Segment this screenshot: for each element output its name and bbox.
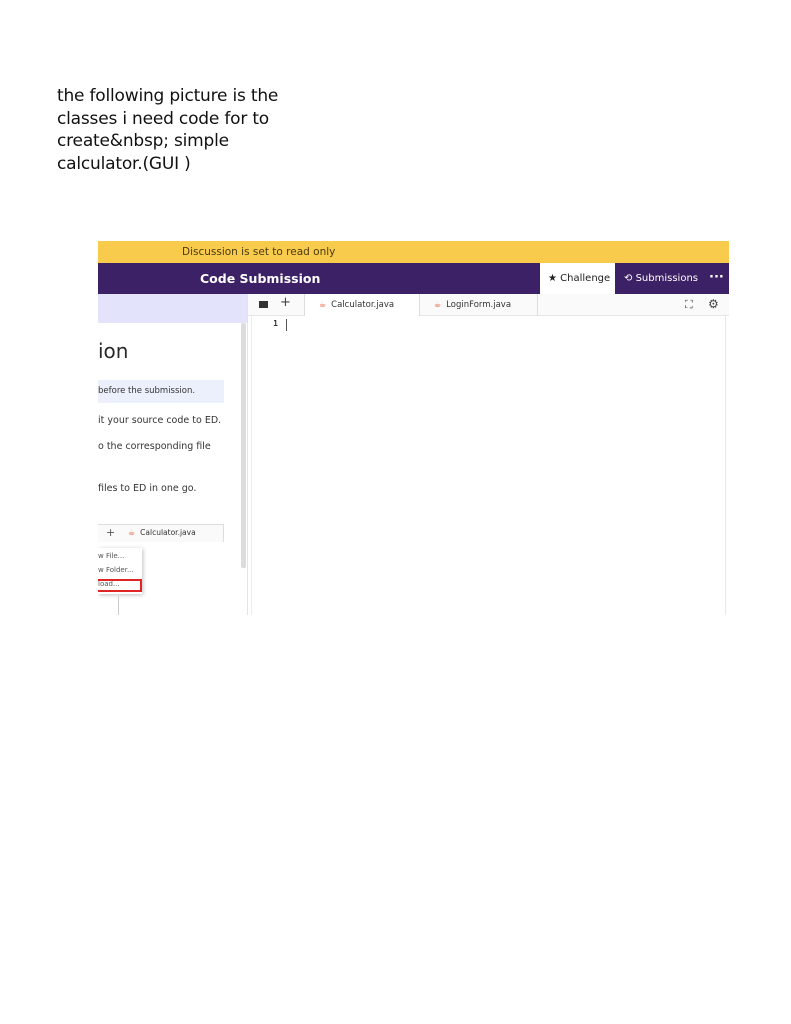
folder-icon[interactable] — [259, 301, 268, 308]
more-menu-icon[interactable]: ··· — [709, 270, 724, 285]
highlight-box — [98, 579, 142, 592]
instruction-step: files to ED in one go. — [98, 483, 197, 494]
banner-text: Discussion is set to read only — [182, 246, 336, 258]
example-menu-item: w Folder... — [98, 566, 134, 574]
editor-tab-bar — [248, 294, 729, 316]
left-panel-scrollbar[interactable] — [241, 323, 246, 568]
instruction-note: before the submission. — [98, 380, 224, 403]
tab-submissions[interactable] — [617, 263, 698, 294]
tab-calculator-java[interactable] — [304, 294, 420, 316]
tab-challenge[interactable] — [540, 263, 615, 294]
example-file-tab — [128, 528, 196, 537]
question-line: calculator.(GUI ) — [57, 153, 191, 174]
line-number: 1 — [273, 319, 278, 328]
embedded-screenshot — [98, 241, 729, 615]
page-title: Code Submission — [200, 271, 321, 286]
question-text — [57, 85, 297, 175]
read-only-banner — [98, 241, 729, 263]
tab-label: LoginForm.java — [446, 300, 512, 310]
gear-icon[interactable]: ⚙ — [708, 297, 719, 311]
example-ide-image — [98, 524, 224, 615]
java-file-icon: ☕ — [128, 528, 136, 537]
tab-submissions-label: Submissions — [635, 273, 698, 284]
editor-border — [251, 316, 252, 615]
instructions-heading: ion — [98, 339, 129, 363]
example-file-tab-label: Calculator.java — [140, 528, 196, 537]
add-file-icon[interactable]: + — [280, 295, 291, 310]
code-editor[interactable] — [248, 294, 729, 615]
tab-loginform-java[interactable] — [420, 294, 538, 316]
history-icon: ⟲ — [624, 273, 633, 284]
question-line: create&nbsp; simple — [57, 131, 229, 151]
star-icon: ★ — [548, 273, 557, 284]
plus-icon: + — [106, 526, 116, 539]
header-bar — [98, 263, 729, 294]
example-context-menu — [98, 548, 142, 594]
example-tab-bar — [98, 524, 224, 542]
example-menu-item: w File... — [98, 552, 125, 560]
example-menu-item: load... — [98, 580, 120, 588]
example-divider — [118, 596, 119, 615]
editor-border — [725, 316, 726, 615]
question-line: classes i need code for to — [57, 108, 269, 129]
java-file-icon: ☕ — [319, 300, 327, 309]
instruction-step: o the corresponding file — [98, 441, 211, 452]
java-file-icon: ☕ — [434, 300, 442, 309]
question-line: the following picture is the — [57, 86, 279, 106]
text-cursor — [286, 319, 287, 331]
tab-label: Calculator.java — [331, 300, 395, 310]
tab-challenge-label: Challenge — [560, 273, 611, 284]
expand-icon[interactable]: ⛶ — [685, 298, 693, 311]
left-panel-header — [98, 294, 248, 323]
instruction-step: it your source code to ED. — [98, 415, 222, 426]
